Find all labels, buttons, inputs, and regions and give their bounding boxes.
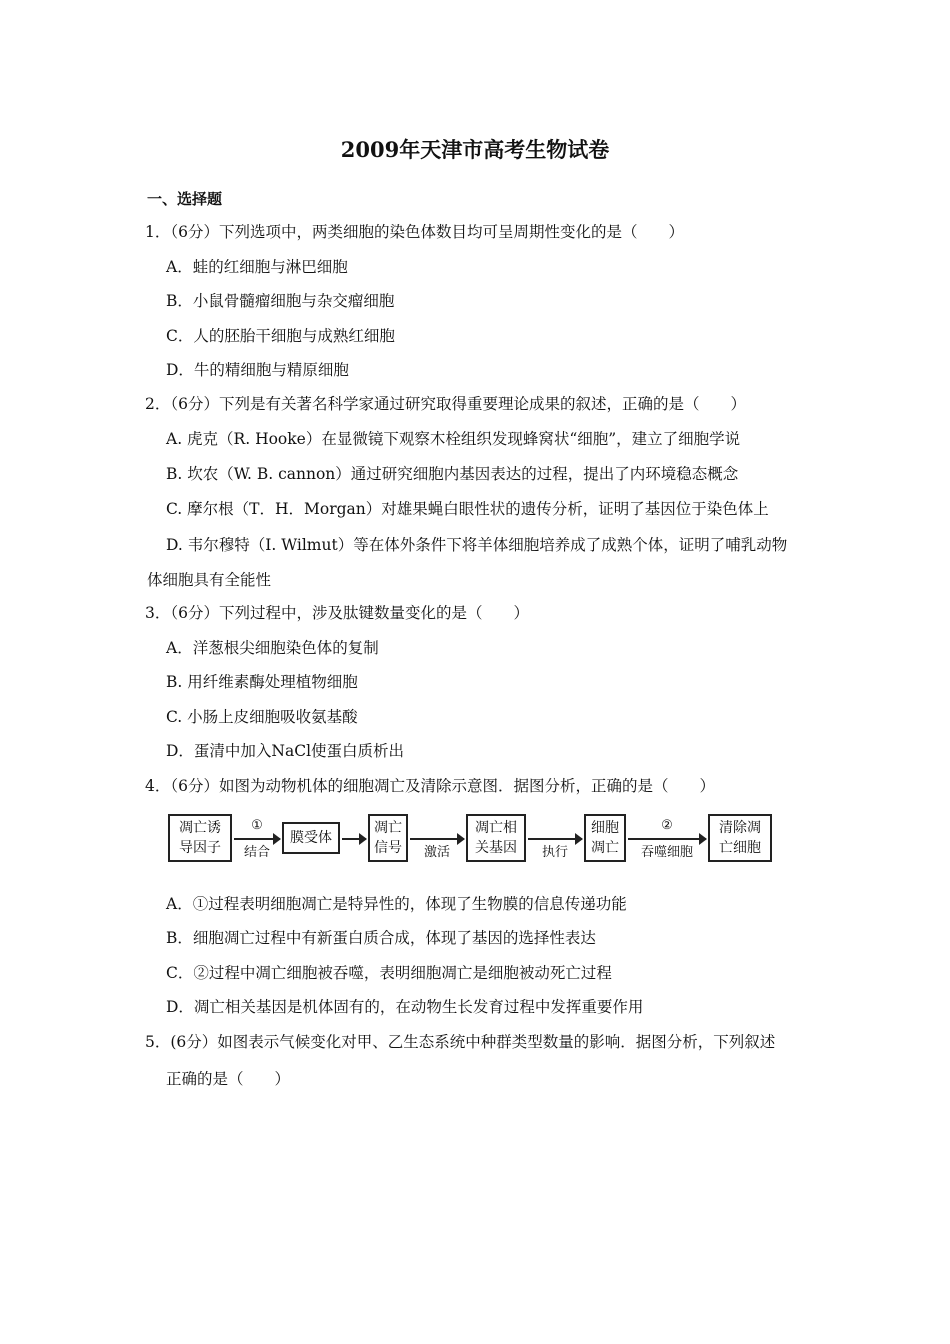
question-1-option-a: A．蛙的红细胞与淋巴细胞 [166,258,348,276]
diagram-arrow-3 [410,838,464,840]
diagram-box-label: 凋亡 信号 [374,820,402,856]
question-4-option-b: B．细胞凋亡过程中有新蛋白质合成，体现了基因的选择性表达 [166,929,596,947]
question-1-option-d: D．牛的精细胞与精原细胞 [166,361,349,379]
question-3-option-a: A．洋葱根尖细胞染色体的复制 [166,639,379,657]
question-4-stem: 4．（6分）如图为动物机体的细胞凋亡及清除示意图．据图分析，正确的是（ ） [145,777,715,795]
question-2-stem: 2．（6分）下列是有关著名科学家通过研究取得重要理论成果的叙述，正确的是（ ） [145,395,746,413]
question-2-option-b: B. 坎农（W. B. cannon）通过研究细胞内基因表达的过程，提出了内环境稳态概念 [166,465,739,483]
diagram-arrow-5-top-label: ② [661,818,673,833]
question-1-option-c: C．人的胚胎干细胞与成熟红细胞 [166,327,395,345]
page-title: 2009年天津市高考生物试卷 [340,137,610,162]
question-5-continuation: 正确的是（ ） [166,1070,291,1088]
section-heading: 一、选择题 [147,190,223,208]
question-3-option-d: D．蛋清中加入NaCl使蛋白质析出 [166,742,405,760]
diagram-arrow-4 [528,838,582,840]
diagram-arrow-1-top-label: ① [251,818,263,833]
diagram-box-membrane-receptor [282,822,340,854]
diagram-box-apoptosis-genes [466,814,526,862]
diagram-box-label: 细胞 凋亡 [591,820,619,856]
question-3-option-b: B. 用纤维素酶处理植物细胞 [166,673,358,691]
diagram-box-clear-apoptotic-cells [708,814,772,862]
question-5-stem: 5．(6分）如图表示气候变化对甲、乙生态系统中种群类型数量的影响．据图分析，下列叙述 [145,1033,776,1051]
diagram-box-label: 凋亡诱 导因子 [179,820,221,856]
question-2-option-d: D. 韦尔穆特（I. Wilmut）等在体外条件下将羊体细胞培养成了成熟个体，证明了哺乳动物 [166,536,788,554]
diagram-box-apoptosis-signal [368,814,408,862]
apoptosis-flow-diagram [168,808,780,868]
diagram-arrow-1-bottom-label: 结合 [243,845,270,860]
diagram-box-label: 清除凋 亡细胞 [719,820,761,856]
diagram-arrow-3-bottom-label: 激活 [423,845,450,860]
question-3-stem: 3．（6分）下列过程中，涉及肽键数量变化的是（ ） [145,604,529,622]
diagram-arrow-5 [628,838,706,840]
diagram-arrow-1 [234,838,280,840]
question-3-option-c: C. 小肠上皮细胞吸收氨基酸 [166,708,358,726]
diagram-arrow-5-bottom-label: 吞噬细胞 [640,845,693,860]
diagram-box-induction-factor [168,814,232,862]
diagram-box-label: 凋亡相 关基因 [475,820,517,856]
question-2-option-a: A. 虎克（R. Hooke）在显微镜下观察木栓组织发现蜂窝状“细胞”，建立了细胞学说 [166,430,741,448]
diagram-box-cell-apoptosis [584,814,626,862]
question-4-option-d: D．凋亡相关基因是机体固有的，在动物生长发育过程中发挥重要作用 [166,998,644,1016]
question-4-option-a: A．①过程表明细胞凋亡是特异性的，体现了生物膜的信息传递功能 [166,895,627,913]
diagram-arrow-4-bottom-label: 执行 [541,845,568,860]
diagram-arrow-2 [342,838,366,840]
question-2-option-d-continuation: 体细胞具有全能性 [147,571,272,589]
question-4-option-c: C．②过程中凋亡细胞被吞噬，表明细胞凋亡是细胞被动死亡过程 [166,964,612,982]
question-2-option-c: C. 摩尔根（T．H．Morgan）对雄果蝇白眼性状的遗传分析，证明了基因位于染色体上 [166,500,769,518]
diagram-box-label: 膜受体 [290,830,332,846]
question-1-stem: 1．（6分）下列选项中，两类细胞的染色体数目均可呈周期性变化的是（ ） [145,223,684,241]
question-1-option-b: B．小鼠骨髓瘤细胞与杂交瘤细胞 [166,292,395,310]
